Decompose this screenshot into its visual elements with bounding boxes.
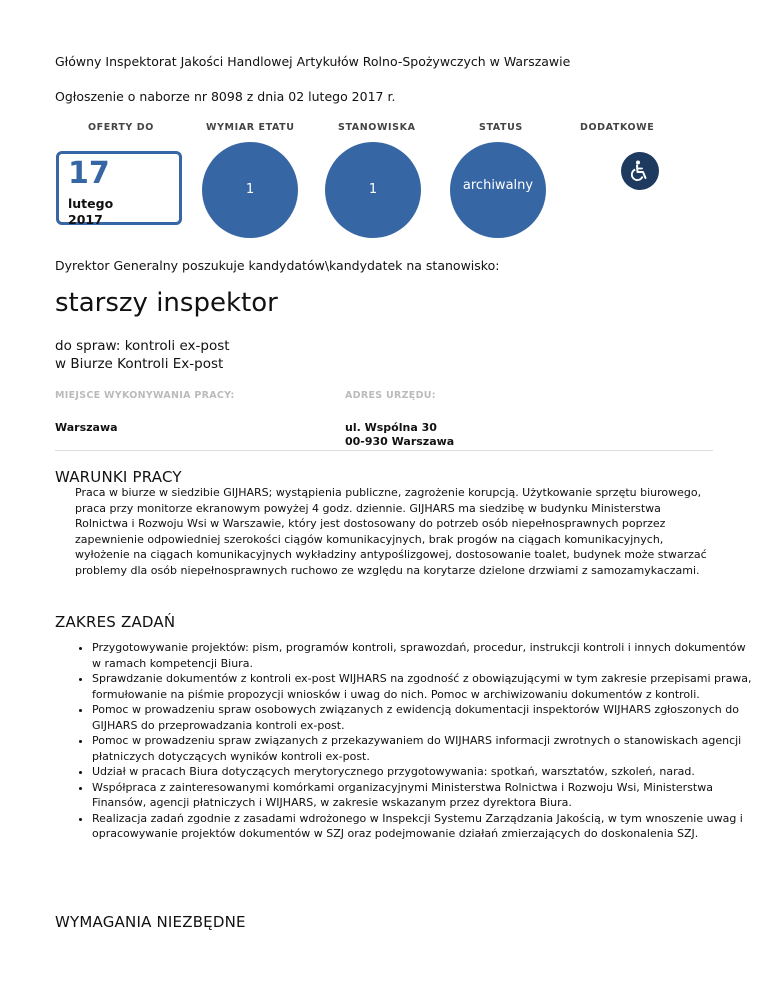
label-deadline: OFERTY DO (88, 122, 154, 133)
position-title: starszy inspektor (55, 288, 278, 318)
tasks-list (55, 640, 752, 842)
list-item: • Udział w pracach Biura dotyczących merytorycznego przygotowywania: spotkań, warsztatów, szkoleń, narad. (92, 764, 752, 780)
work-location-label: MIEJSCE WYKONYWANIA PRACY: (55, 390, 235, 401)
deadline-date-box (56, 151, 182, 225)
label-status: STATUS (479, 122, 523, 133)
work-location-value: Warszawa (55, 421, 118, 434)
label-positions: STANOWISKA (338, 122, 416, 133)
position-unit: w Biurze Kontroli Ex-post (55, 356, 224, 372)
tasks-heading: ZAKRES ZADAŃ (55, 613, 176, 631)
label-fte: WYMIAR ETATU (206, 122, 295, 133)
office-city: 00-930 Warszawa (345, 435, 455, 448)
requirements-heading: WYMAGANIA NIEZBĘDNE (55, 913, 246, 931)
fte-circle: 1 (202, 142, 298, 238)
positions-circle: 1 (325, 142, 421, 238)
list-item: • Współpraca z zainteresowanymi komórkami organizacyjnymi Ministerstwa Rolnictwa i Rozwoju Wsi, Ministerstwa Finansów, agencji płatniczych i WIJHARS, w zakresie wskazanym przez dyrektora Biura. (92, 780, 752, 811)
list-item: • Pomoc w prowadzeniu spraw osobowych związanych z ewidencją dokumentacji inspektorów WIJHARS zgłoszonych do GIJHARS do przeprowadzania kontroli ex-post. (92, 702, 752, 733)
position-area: do spraw: kontroli ex-post (55, 338, 230, 354)
list-item: • Przygotowywanie projektów: pism, programów kontroli, sprawozdań, procedur, instrukcji kontroli i innych dokumentów w ramach kompetencji Biura. (92, 640, 752, 671)
deadline-month-year (68, 196, 113, 228)
intro-text: Dyrektor Generalny poszukuje kandydatów\kandydatek na stanowisko: (55, 258, 500, 273)
wheelchair-icon (621, 152, 659, 190)
list-item: • Sprawdzanie dokumentów z kontroli ex-post WIJHARS na zgodność z obowiązującymi w tym zakresie przepisami prawa, formułowanie na piśmie propozycji wniosków i uwag do nich. Pomoc w archiwizowaniu dokumentów z kontroli. (92, 671, 752, 702)
conditions-text: Praca w biurze w siedzibie GIJHARS; wystąpienia publiczne, zagrożenie korupcją. Użytkowanie sprzętu biurowego, praca przy monitorze ekranowym powyżej 4 godz. dziennie. GIJHARS ma siedzibę w budynku Ministerstwa Rolnictwa i Rozwoju Wsi w Warszawie, który jest dostosowany do potrzeb osób niepełnosprawnych poprzez zapewnienie odpowiedniej szerokości ciągów komunikacyjnych, brak progów na ciągach komunikacyjnych, wyłożenie na ciągach komunikacyjnych wykładziny antypoślizgowej, dostosowanie toalet, budynek może stwarzać problemy dla osób niepełnosprawnych ruchowo ze względu na korytarze dzielone drzwiami z samozamykaczami. (75, 486, 707, 577)
list-item: • Realizacja zadań zgodnie z zasadami wdrożonego w Inspekcji Systemu Zarządzania Jakością, w tym wnoszenie uwag i opracowywanie projektów dokumentów w SZJ oraz podejmowanie działań zmierzających do doskonalenia SZJ. (92, 811, 752, 842)
list-item: • Pomoc w prowadzeniu spraw związanych z przekazywaniem do WIJHARS informacji zwrotnych o stanowiskach agencji płatniczych dotyczących wyników kontroli ex-post. (92, 733, 752, 764)
divider (55, 450, 713, 451)
deadline-month: lutego (68, 196, 114, 211)
office-address-label: ADRES URZĘDU: (345, 390, 436, 401)
conditions-heading: WARUNKI PRACY (55, 468, 182, 486)
deadline-day: 17 (68, 156, 110, 191)
status-circle (450, 142, 546, 238)
deadline-year: 2017 (68, 212, 103, 227)
office-street: ul. Wspólna 30 (345, 421, 437, 434)
label-extra: DODATKOWE (580, 122, 655, 133)
office-address-value (345, 421, 454, 449)
announcement-title: Ogłoszenie o naborze nr 8098 z dnia 02 lutego 2017 r. (55, 89, 396, 104)
status-text: archiwalny (462, 178, 534, 193)
institution-name: Główny Inspektorat Jakości Handlowej Artykułów Rolno-Spożywczych w Warszawie (55, 54, 571, 69)
